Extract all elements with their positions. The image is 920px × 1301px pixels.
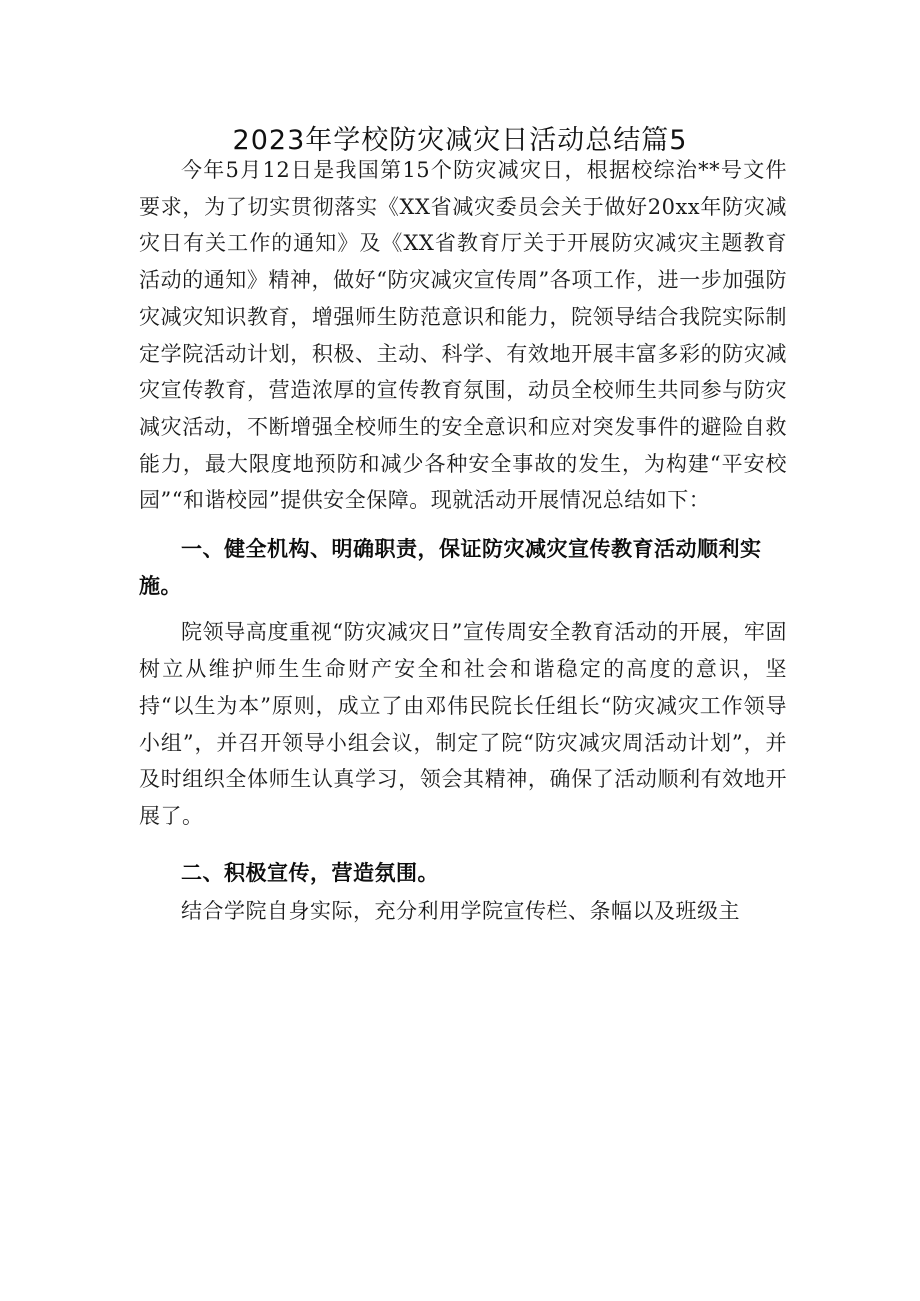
document-body (139, 152, 787, 930)
document-title: 2023年学校防灾减灾日活动总结篇5 (232, 125, 688, 156)
intro-paragraph: 今年5月12日是我国第15个防灾减灾日，根据校综治**号文件要求，为了切实贯彻落实《XX省减灾委员会关于做好20xx年防灾减灾日有关工作的通知》及《XX省教育厅关于开展防灾减灾主题教育活动的通知》精神，做好“防灾减灾宣传周”各项工作，进一步加强防灾减灾知识教育，增强师生防范意识和能力，院领导结合我院实际制定学院活动计划，积极、主动、科学、有效地开展丰富多彩的防灾减灾宣传教育，营造浓厚的宣传教育氛围，动员全校师生共同参与防灾减灾活动，不断增强全校师生的安全意识和应对突发事件的避险自救能力，最大限度地预防和减少各种安全事故的发生，为构建“平安校园”“和谐校园”提供安全保障。现就活动开展情况总结如下： (139, 158, 787, 513)
section-2-heading: 二、积极宣传，营造氛围。 (181, 860, 439, 885)
section-2-paragraph: 结合学院自身实际，充分利用学院宣传栏、条幅以及班级主 (181, 899, 740, 924)
section-1-paragraph: 院领导高度重视“防灾减灾日”宣传周安全教育活动的开展，牢固树立从维护师生生命财产安全和社会和谐稳定的高度的意识，坚持“以生为本”原则，成立了由邓伟民院长任组长“防灾减灾工作领导小组”，并召开领导小组会议，制定了院“防灾减灾周活动计划”，并及时组织全体师生认真学习，领会其精神，确保了活动顺利有效地开展了。 (139, 620, 787, 828)
section-1-heading: 一、健全机构、明确职责，保证防灾减灾宣传教育活动顺利实施。 (139, 537, 762, 598)
